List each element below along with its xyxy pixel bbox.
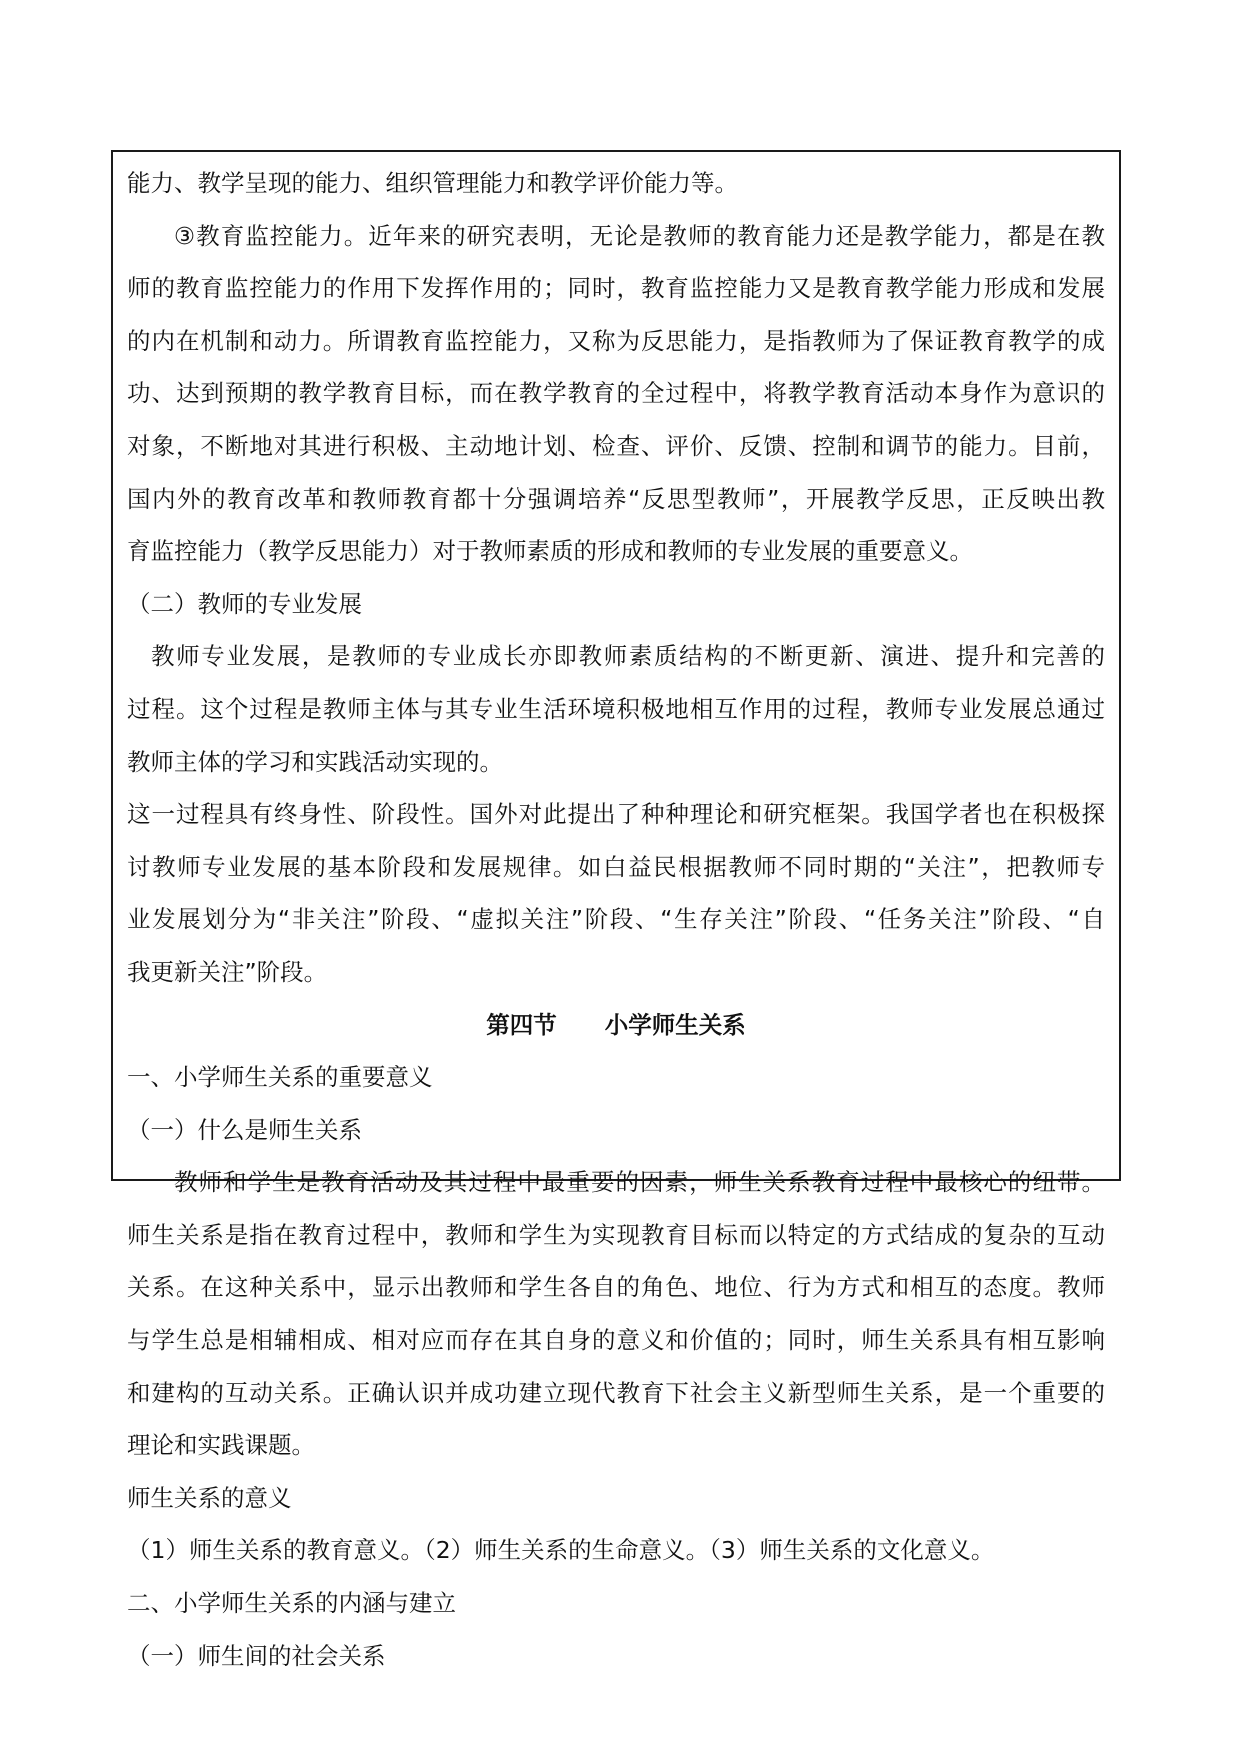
text-line: 国内外的教育改革和教师教育都十分强调培养“反思型教师”，开展教学反思，正反映出教: [127, 484, 1105, 513]
text-line: 我更新关注”阶段。: [127, 957, 328, 986]
subsection-heading: （一）什么是师生关系: [127, 1115, 362, 1144]
content-frame: [111, 150, 1121, 1670]
paragraph-start: 教师专业发展，是教师的专业成长亦即教师素质结构的不断更新、演进、提升和完善的: [151, 642, 1105, 671]
subsection-heading: 师生关系的意义: [127, 1483, 292, 1512]
subsection-heading: （一）师生间的社会关系: [127, 1641, 386, 1670]
text-line: 教师主体的学习和实践活动实现的。: [127, 747, 503, 776]
subsection-heading: （二）教师的专业发展: [127, 589, 362, 618]
subsection-heading: 一、小学师生关系的重要意义: [127, 1063, 433, 1092]
text-line: 师的教育监控能力的作用下发挥作用的；同时，教育监控能力又是教育教学能力形成和发展: [127, 274, 1105, 303]
text-line: 能力、教学呈现的能力、组织管理能力和教学评价能力等。: [127, 169, 738, 197]
text-line: 关系。在这种关系中，显示出教师和学生各自的角色、地位、行为方式和相互的态度。教师: [127, 1273, 1105, 1302]
paragraph-start: ③教育监控能力。近年来的研究表明，无论是教师的教育能力还是教学能力，都是在教: [174, 221, 1105, 250]
text-line: 和建构的互动关系。正确认识并成功建立现代教育下社会主义新型师生关系，是一个重要的: [127, 1378, 1105, 1407]
section-heading: [127, 999, 1105, 1052]
paragraph-start: 这一过程具有终身性、阶段性。国外对此提出了种种理论和研究框架。我国学者也在积极探: [127, 800, 1105, 829]
text-line: 业发展划分为“非关注”阶段、“虚拟关注”阶段、“生存关注”阶段、“任务关注”阶段、“自: [127, 905, 1105, 934]
text-line: （1）师生关系的教育意义。（2）师生关系的生命意义。（3）师生关系的文化意义。: [127, 1536, 995, 1565]
text-line: 师生关系是指在教育过程中，教师和学生为实现教育目标而以特定的方式结成的复杂的互动: [127, 1220, 1105, 1249]
section-number: 第四节: [486, 1010, 557, 1039]
text-line: 的内在机制和动力。所谓教育监控能力，又称为反思能力，是指教师为了保证教育教学的成: [127, 326, 1105, 355]
text-line: 理论和实践课题。: [127, 1431, 315, 1460]
text-line: 与学生总是相辅相成、相对应而存在其自身的意义和价值的；同时，师生关系具有相互影响: [127, 1326, 1105, 1355]
text-line: 功、达到预期的教学教育目标，而在教学教育的全过程中，将教学教育活动本身作为意识的: [127, 379, 1105, 408]
text-line: 讨教师专业发展的基本阶段和发展规律。如白益民根据教师不同时期的“关注”，把教师专: [127, 852, 1105, 881]
paragraph-start: 教师和学生是教育活动及其过程中最重要的因素，师生关系教育过程中最核心的纽带。: [174, 1168, 1105, 1197]
text-line: 过程。这个过程是教师主体与其专业生活环境积极地相互作用的过程，教师专业发展总通过: [127, 694, 1105, 723]
text-line: 对象，不断地对其进行积极、主动地计划、检查、评价、反馈、控制和调节的能力。目前，: [127, 431, 1105, 460]
section-title: 小学师生关系: [604, 1010, 746, 1039]
subsection-heading: 二、小学师生关系的内涵与建立: [127, 1589, 456, 1618]
text-line: 育监控能力（教学反思能力）对于教师素质的形成和教师的专业发展的重要意义。: [127, 537, 973, 566]
